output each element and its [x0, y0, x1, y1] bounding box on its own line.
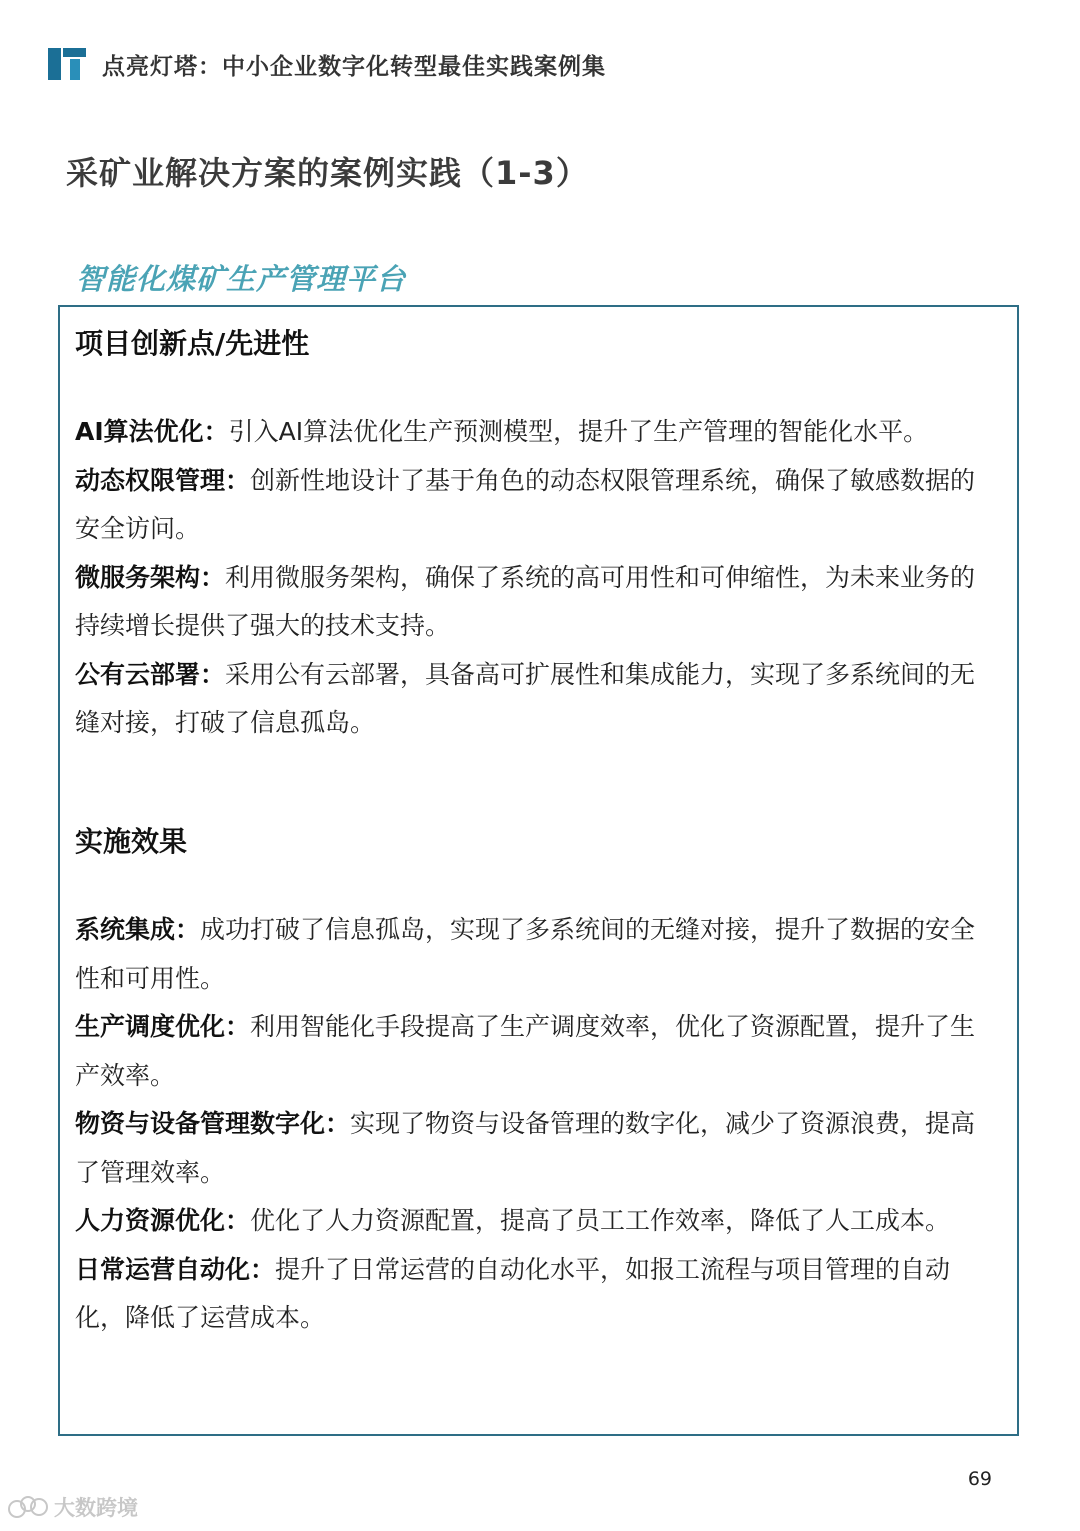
effects-list	[75, 906, 997, 1343]
report-header	[48, 44, 606, 84]
page-number: 69	[967, 1468, 992, 1490]
dashuju-logo-icon	[8, 1494, 48, 1520]
innovation-item	[75, 408, 997, 457]
section-title: 智能化煤矿生产管理平台	[76, 262, 407, 296]
watermark	[8, 1492, 138, 1522]
item-text: 创新性地设计了基于角色的动态权限管理系统，确保了敏感数据的安全访问。	[75, 465, 976, 543]
item-text: 引入AI算法优化生产预测模型，提升了生产管理的智能化水平。	[228, 417, 929, 446]
innovation-item	[75, 554, 997, 651]
item-text: 成功打破了信息孤岛，实现了多系统间的无缝对接，提升了数据的安全性和可用性。	[75, 915, 976, 993]
item-key: 微服务架构：	[75, 562, 226, 592]
item-key: AI算法优化：	[75, 417, 229, 446]
innovation-heading: 项目创新点/先进性	[75, 327, 310, 360]
item-text: 实现了物资与设备管理的数字化，减少了资源浪费，提高了管理效率。	[75, 1109, 976, 1187]
effect-item	[75, 906, 997, 1003]
effects-block	[75, 820, 997, 1343]
item-key: 公有云部署：	[75, 659, 226, 689]
innovation-list	[75, 408, 997, 748]
item-text: 利用智能化手段提高了生产调度效率，优化了资源配置，提升了生产效率。	[75, 1012, 976, 1090]
item-text: 优化了人力资源配置，提高了员工工作效率，降低了人工成本。	[250, 1206, 951, 1235]
item-text: 提升了日常运营的自动化水平，如报工流程与项目管理的自动化，降低了运营成本。	[75, 1254, 951, 1332]
effect-item	[75, 1003, 997, 1100]
item-text: 利用微服务架构，确保了系统的高可用性和可伸缩性，为未来业务的持续增长提供了强大的技术支持。	[75, 562, 976, 640]
effect-item	[75, 1100, 997, 1197]
innovation-item	[75, 457, 997, 554]
item-key: 人力资源优化：	[75, 1206, 251, 1235]
report-title: 点亮灯塔：中小企业数字化转型最佳实践案例集	[102, 53, 606, 80]
effect-item	[75, 1197, 997, 1246]
report-logo-icon	[48, 44, 88, 84]
item-key: 日常运营自动化：	[75, 1254, 276, 1284]
item-key: 系统集成：	[75, 915, 201, 944]
item-key: 动态权限管理：	[75, 465, 251, 495]
innovation-block	[75, 322, 997, 748]
case-card	[58, 305, 1019, 1436]
item-text: 采用公有云部署，具备高可扩展性和集成能力，实现了多系统间的无缝对接，打破了信息孤岛。	[75, 659, 976, 737]
item-key: 生产调度优化：	[75, 1012, 251, 1041]
item-key: 物资与设备管理数字化：	[75, 1109, 351, 1138]
page-title: 采矿业解决方案的案例实践（1-3）	[66, 154, 589, 192]
effect-item	[75, 1246, 997, 1343]
effects-heading: 实施效果	[75, 825, 188, 858]
innovation-item	[75, 651, 997, 748]
watermark-text: 大数跨境	[54, 1496, 138, 1520]
